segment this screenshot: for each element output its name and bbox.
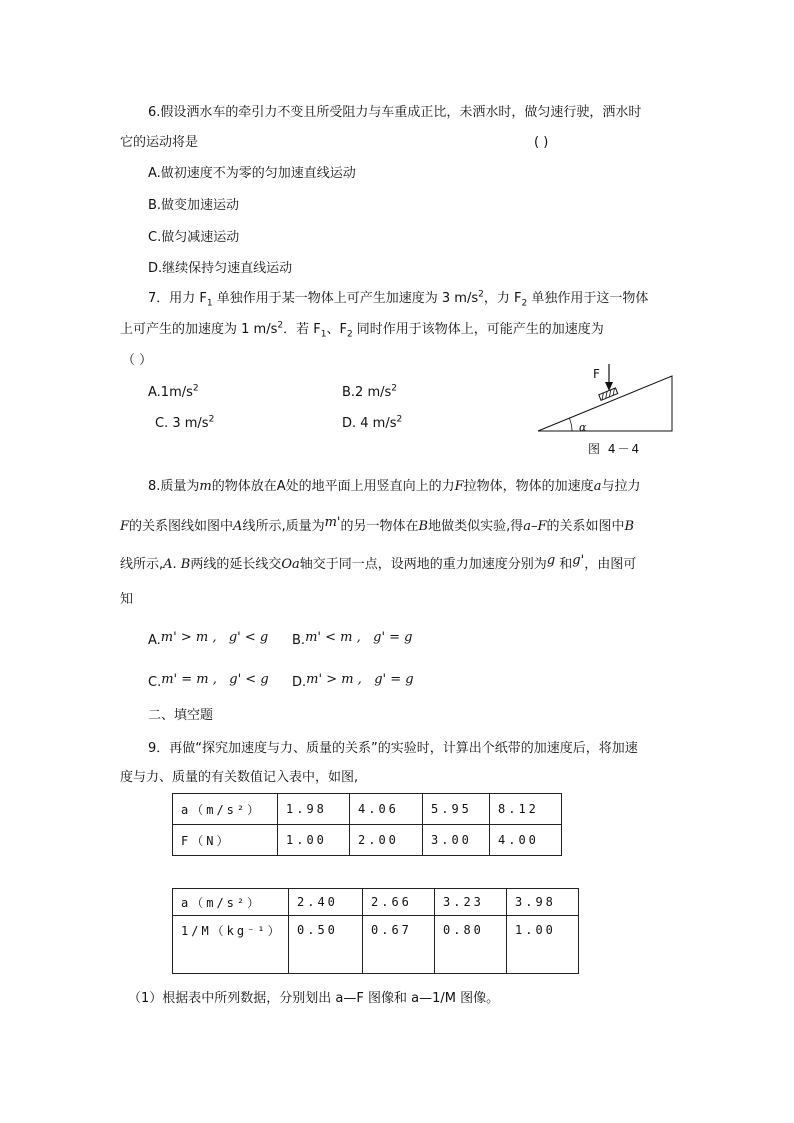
q7-option-d: D. 4 $m/s^2$: [342, 414, 403, 431]
table-row: [173, 794, 562, 825]
q8-line4: 知: [120, 592, 134, 607]
angle-label: α: [579, 421, 587, 434]
q9-line2: 度与力、质量的有关数值记入表中，如图,: [120, 770, 359, 785]
table-cell: 4.00: [490, 825, 562, 856]
q7-line1: 7．用力 $F_1$ 单独作用于某一物体上可产生加速度为 3 $m/s^2$，力 $F_2$ 单独作用于这一物体: [148, 289, 649, 309]
table-cell: a（m/s²）: [173, 794, 278, 825]
table-cell: 8.12: [490, 794, 562, 825]
q8-line3: 线所示,A. B两线的延长线交Oa轴交于同一点，设两地的重力加速度分别为g 和g'，由图可: [120, 553, 637, 572]
section-title: 二、填空题: [148, 708, 214, 723]
table-cell: 2.40: [289, 889, 363, 916]
table-cell: 1.98: [278, 794, 350, 825]
q7-option-c: C. 3 $m/s^2$: [155, 414, 215, 431]
q6-option-c: C.做匀减速运动: [148, 230, 240, 245]
figure-caption: 图 4－4: [588, 442, 642, 456]
table-cell: 2.66: [363, 889, 435, 916]
table-cell: 3.23: [435, 889, 507, 916]
force-label: F: [593, 367, 600, 381]
table-cell: 1.00: [278, 825, 350, 856]
q8-option-b: B.m' < m , g' = g: [292, 630, 413, 648]
table-cell: 0.80: [435, 916, 507, 974]
q9-subquestion-1: （1）根据表中所列数据，分别划出 a—F 图像和 a—1/M 图像。: [128, 991, 500, 1006]
table-cell: F（N）: [173, 825, 278, 856]
table-cell: 4.06: [350, 794, 423, 825]
incline-triangle: [538, 376, 672, 431]
block-on-incline: [599, 388, 618, 400]
table-cell: 3.00: [423, 825, 490, 856]
table-cell: 2.00: [350, 825, 423, 856]
table-cell: 5.95: [423, 794, 490, 825]
q7-answer-paren: （ ）: [122, 353, 153, 368]
q6-answer-paren: ( ): [534, 135, 549, 150]
table-cell: 1/M（kg⁻¹）: [173, 916, 289, 974]
table-cell: 0.50: [289, 916, 363, 974]
q7-option-a: $A.1m/s^2$: [148, 383, 199, 400]
data-table-a-f: [172, 793, 562, 856]
q8-line2: F的关系图线如图中A线所示,质量为m'的另一物体在B地做类似实验,得a–F的关系如图中B: [120, 515, 635, 534]
table-cell: 0.67: [363, 916, 435, 974]
q8-line1: 8.质量为m的物体放在A处的地平面上用竖直向上的力F拉物体，物体的加速度a与拉力: [148, 479, 641, 494]
q7-line2: 上可产生的加速度为 1 $m/s^2$．若 $F_1$、$F_2$ 同时作用于该物体上，可能产生的加速度为: [120, 320, 604, 340]
table-cell: a（m/s²）: [173, 889, 289, 916]
q6-option-b: B.做变加速运动: [148, 198, 240, 213]
incline-figure: [536, 360, 678, 436]
q6-line1: 6.假设洒水车的牵引力不变且所受阻力与车重成正比，未洒水时，做匀速行驶，洒水时: [148, 105, 642, 120]
q6-line2: 它的运动将是: [120, 135, 199, 150]
q9-line1: 9．再做“探究加速度与力、质量的关系”的实验时，计算出个纸带的加速度后，将加速: [148, 741, 638, 756]
data-table-a-inverse-m: [172, 888, 579, 974]
q8-option-d: D.m' > m , g' = g: [292, 672, 414, 690]
table-row: [173, 916, 579, 974]
angle-arc: [570, 419, 573, 432]
q6-option-a: A.做初速度不为零的匀加速直线运动: [148, 166, 356, 181]
q7-option-b: B.2 $m/s^2$: [342, 383, 398, 400]
table-cell: 1.00: [507, 916, 579, 974]
q8-option-a: A.m' > m , g' < g: [148, 630, 269, 648]
table-row: [173, 825, 562, 856]
table-row: [173, 889, 579, 916]
q6-option-d: D.继续保持匀速直线运动: [148, 261, 293, 276]
q8-option-c: C.m' = m , g' < g: [148, 672, 269, 690]
table-cell: 3.98: [507, 889, 579, 916]
